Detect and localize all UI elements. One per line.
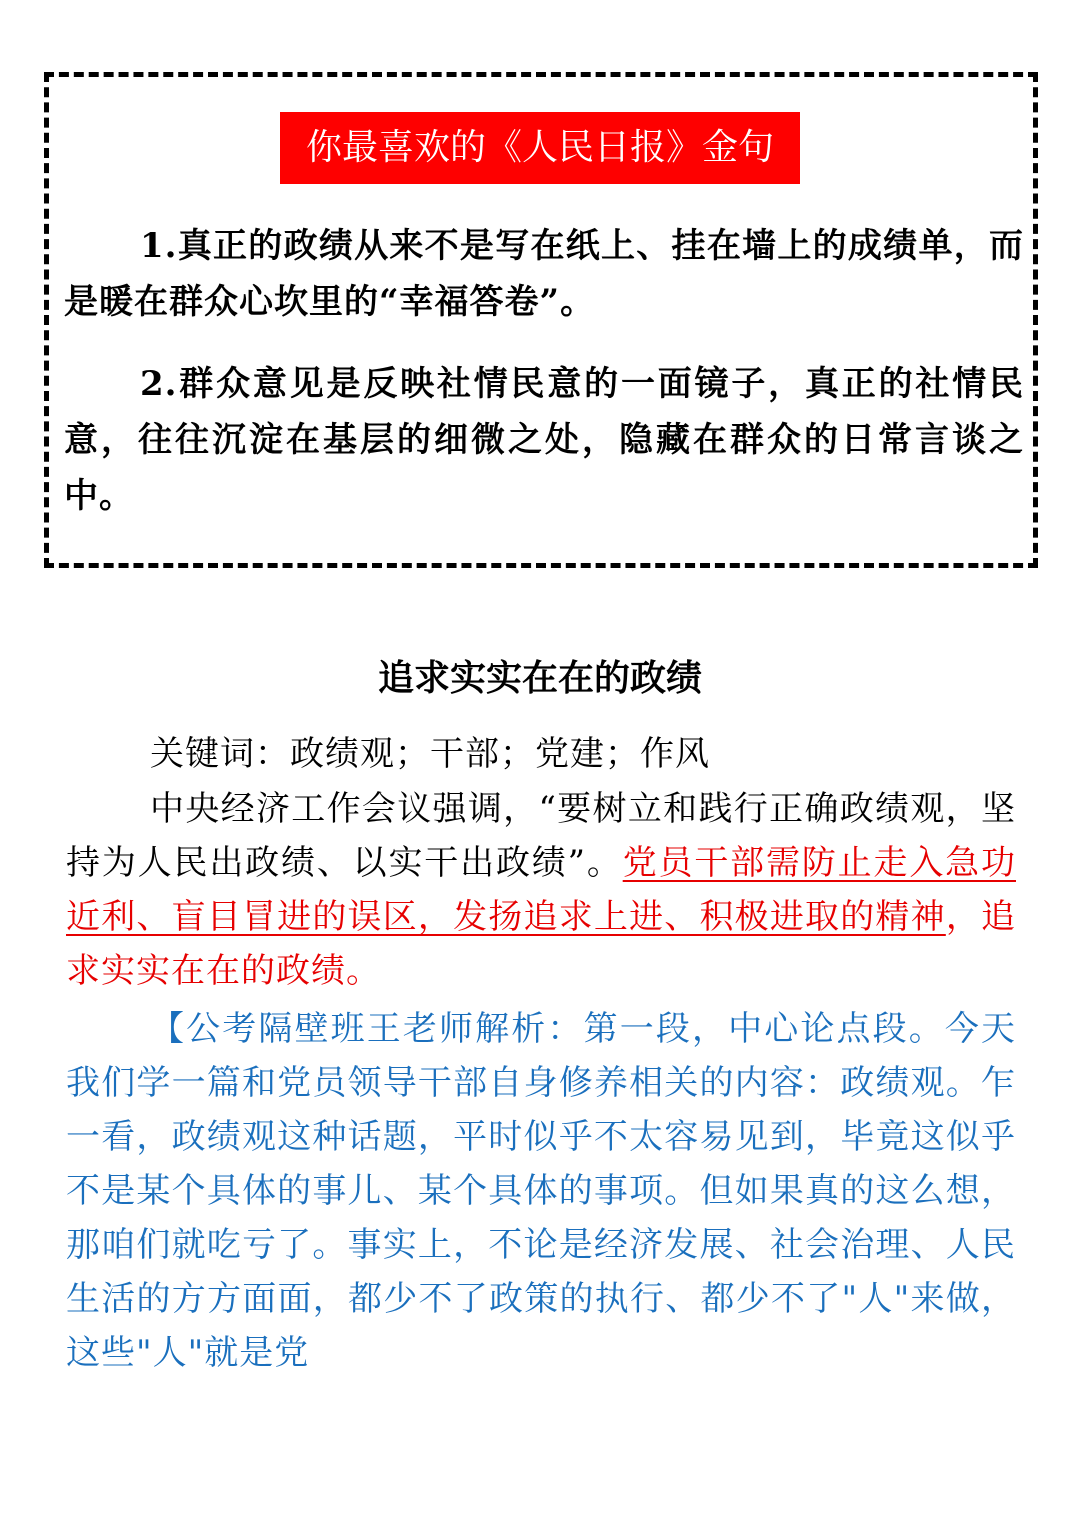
- quote-1: 1.真正的政绩从来不是写在纸上、挂在墙上的成绩单，而是暖在群众心坎里的“幸福答卷”。: [64, 226, 1024, 322]
- quote-2: 2.群众意见是反映社情民意的一面镜子，真正的社情民意，往往沉淀在基层的细微之处，隐藏在群众的日常言谈之中。: [64, 364, 1024, 516]
- article-paragraph-1: [66, 782, 1016, 998]
- paragraph-1-emphasis-underlined: 党员干部需防止走入急功近利、盲目冒进的误区，发扬追求上进、积极进取的精神: [66, 843, 1016, 937]
- paragraph-1-text: 中央经济工作会议强调，“要树立和践行正确政绩观，坚持为人民出政绩、以实干出政绩”。: [66, 789, 1016, 883]
- analysis-paragraph: 【公考隔壁班王老师解析：第一段，中心论点段。今天我们学一篇和党员领导干部自身修养相关的内容：政绩观。乍一看，政绩观这种话题，平时似乎不太容易见到，毕竟这似乎不是某个具体的事儿、某个具体的事项。但如果真的这么想，那咱们就吃亏了。事实上，不论是经济发展、社会治理、人民生活的方方面面，都少不了政策的执行、都少不了"人"来做，这些"人"就是党: [66, 1009, 1016, 1373]
- paragraph-1-emphasis-tail: ，追求实实在在的政绩。: [66, 897, 1017, 991]
- article-title: 追求实实在在的政绩: [377, 657, 702, 699]
- article-keywords: 关键词：政绩观；干部；党建；作风: [150, 734, 710, 774]
- quote-box-title: 你最喜欢的《人民日报》金句: [280, 112, 800, 184]
